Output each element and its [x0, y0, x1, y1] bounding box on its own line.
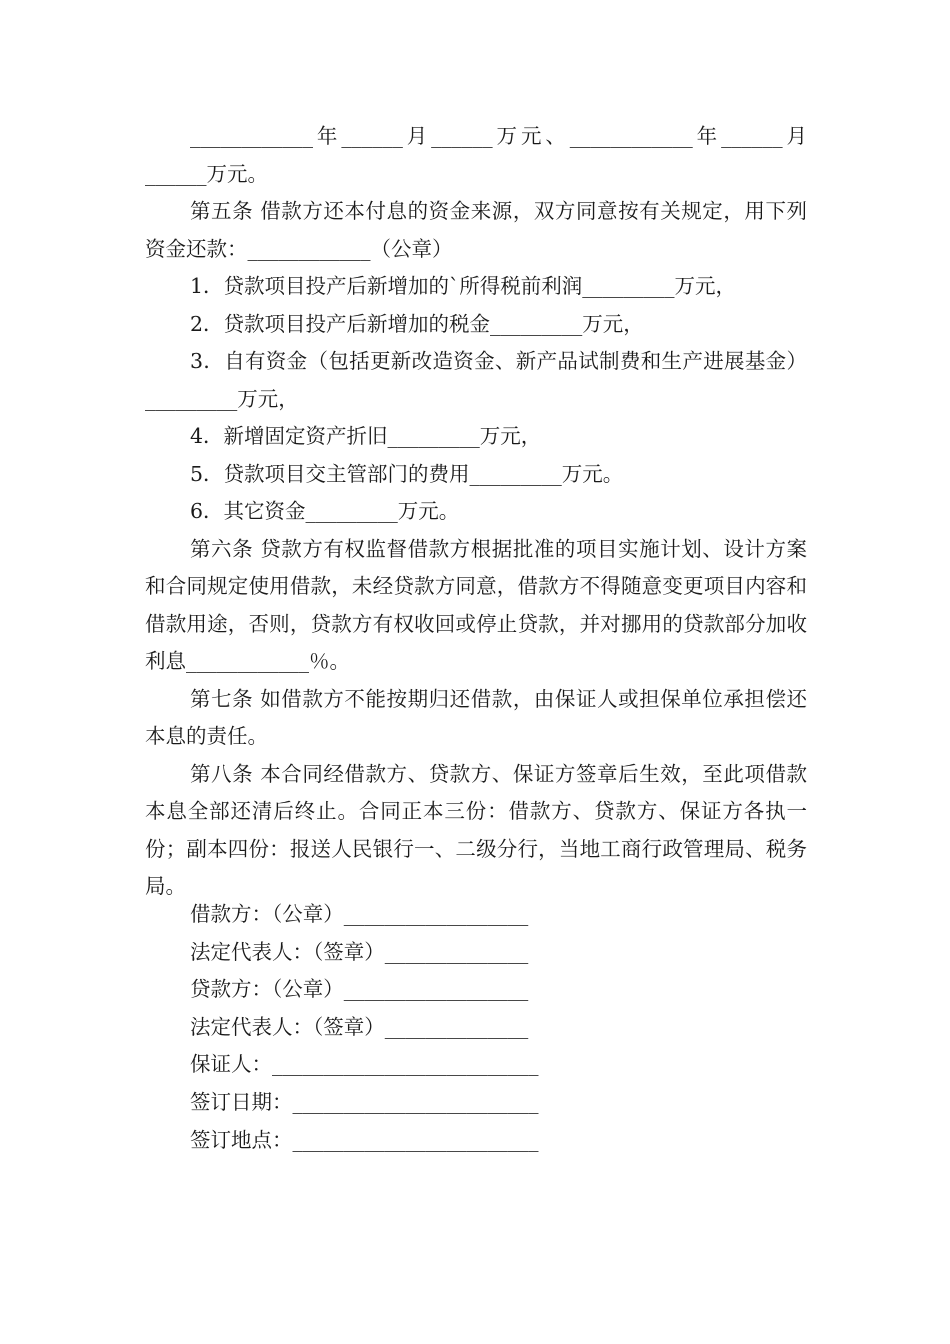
repayment-source-item-1: 1．贷款项目投产后新增加的`所得税前利润_________万元，	[190, 274, 737, 298]
repayment-source-item-5: 5．贷款项目交主管部门的费用_________万元。	[190, 461, 624, 486]
repayment-source-item-2: 2．贷款项目投产后新增加的税金_________万元，	[190, 311, 644, 336]
signature-lender-representative: 法定代表人：（签章）______________	[190, 1014, 529, 1039]
signature-guarantor: 保证人：__________________________	[190, 1052, 539, 1077]
article-7: 第七条 如借款方不能按期归还借款，由保证人或担保单位承担偿还本息的责任。	[145, 686, 807, 748]
repayment-source-item-4: 4．新增固定资产折旧_________万元，	[190, 424, 542, 448]
article-8: 第八条 本合同经借款方、贷款方、保证方签章后生效，至此项借款本息全部还清后终止。合同正本三份：借款方、贷款方、保证方各执一份；副本四份：报送人民银行一、二级分行，当地工商行政管理局、税务局。	[145, 761, 807, 898]
signature-date: 签订日期：________________________	[190, 1089, 539, 1114]
contract-body	[145, 118, 807, 906]
signature-borrower-representative: 法定代表人：（签章）______________	[190, 939, 529, 964]
signature-block	[190, 896, 539, 1159]
signature-lender: 贷款方：（公章）__________________	[190, 977, 529, 1002]
signature-place: 签订地点：________________________	[190, 1127, 539, 1152]
article-5: 第五条 借款方还本付息的资金来源，双方同意按有关规定，用下列资金还款：____________（公章）	[145, 199, 807, 261]
repayment-source-item-3: 3．自有资金（包括更新改造资金、新产品试制费和生产进展基金）_________万元，	[145, 349, 807, 411]
signature-borrower: 借款方：（公章）__________________	[190, 902, 529, 926]
repayment-source-item-6: 6．其它资金_________万元。	[190, 499, 460, 523]
article-6: 第六条 贷款方有权监督借款方根据批准的项目实施计划、设计方案和合同规定使用借款，未经贷款方同意，借款方不得随意变更项目内容和借款用途，否则，贷款方有权收回或停止贷款，并对挪用的贷款部分加收利息____________％。	[145, 536, 807, 673]
repayment-schedule-line: ____________年______月______万元、____________年______月______万元。	[145, 124, 807, 186]
